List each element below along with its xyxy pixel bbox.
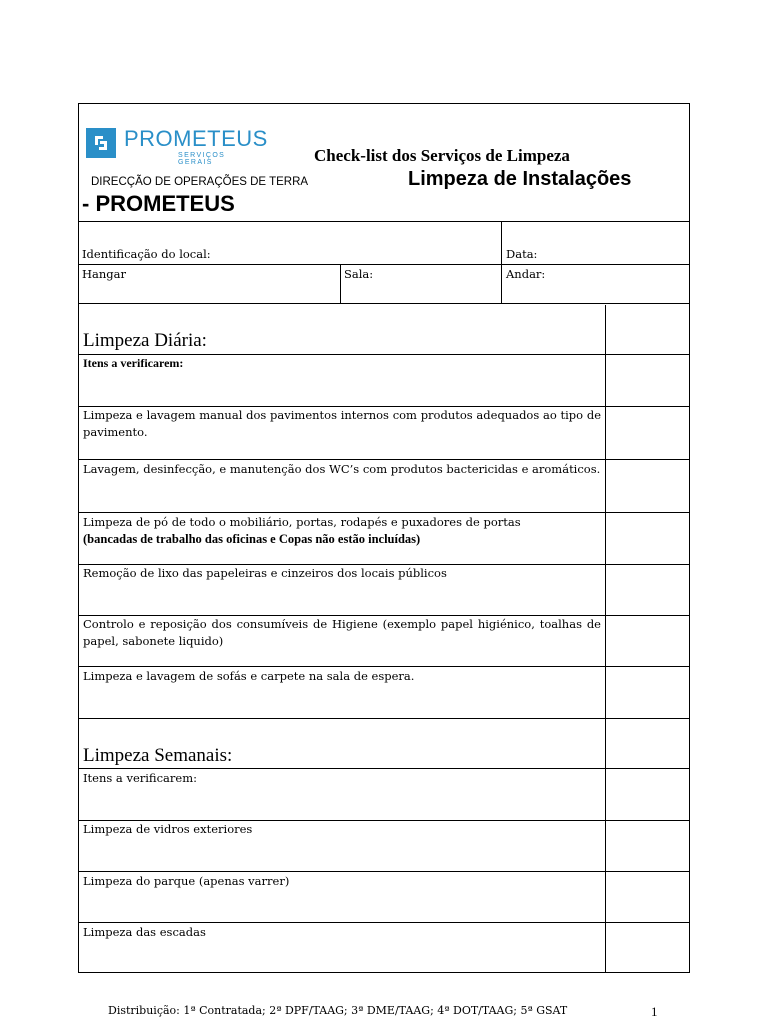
daily-heading: Limpeza Diária: xyxy=(83,330,207,351)
daily-item: Remoção de lixo das papeleiras e cinzeiros dos locais públicos xyxy=(83,566,447,580)
department-name: DIRECÇÃO DE OPERAÇÕES DE TERRA xyxy=(91,176,309,188)
document-subtitle: Limpeza de Instalações xyxy=(408,168,632,190)
logo-mark-icon xyxy=(86,128,116,158)
divider xyxy=(78,922,690,923)
floor-label: Andar: xyxy=(506,267,546,281)
daily-item: Lavagem, desinfecção, e manutenção dos WC’s com produtos bactericidas e aromáticos. xyxy=(83,462,601,476)
logo-subtitle: SERVIÇOS GERAIS xyxy=(178,152,226,166)
hangar-label: Hangar xyxy=(82,267,127,281)
daily-item: Controlo e reposição dos consumíveis de Higiene (exemplo papel higiénico, toalhas de papel, sabonete liquido) xyxy=(83,617,601,648)
logo-text: PROMETEUS xyxy=(124,126,268,151)
daily-items-label: Itens a verificarem: xyxy=(83,356,184,370)
daily-item: Limpeza e lavagem de sofás e carpete na sala de espera. xyxy=(83,669,415,683)
divider xyxy=(78,871,690,872)
divider xyxy=(501,221,502,303)
room-label: Sala: xyxy=(344,267,374,281)
weekly-items-label: Itens a verificarem: xyxy=(83,771,197,785)
divider xyxy=(78,666,690,667)
location-identification-label: Identificação do local: xyxy=(82,247,211,261)
divider xyxy=(78,221,690,222)
divider xyxy=(78,264,690,265)
divider xyxy=(78,768,690,769)
divider xyxy=(78,354,690,355)
divider xyxy=(340,264,341,303)
document-title: Check-list dos Serviços de Limpeza xyxy=(314,146,570,165)
divider xyxy=(78,718,690,719)
weekly-heading: Limpeza Semanais: xyxy=(83,745,233,766)
company-logo xyxy=(86,123,268,166)
divider xyxy=(78,459,690,460)
daily-item: Limpeza e lavagem manual dos pavimentos internos com produtos adequados ao tipo de pavimento. xyxy=(83,408,601,439)
date-label: Data: xyxy=(506,247,538,261)
weekly-item: Limpeza de vidros exteriores xyxy=(83,822,253,836)
distribution-note: Distribuição: 1ª Contratada; 2ª DPF/TAAG; 3ª DME/TAAG; 4ª DOT/TAAG; 5ª GSAT xyxy=(108,1004,568,1017)
daily-item-note: (bancadas de trabalho das oficinas e Copas não estão incluídas) xyxy=(83,532,421,546)
company-name: - PROMETEUS xyxy=(82,191,235,216)
weekly-item: Limpeza do parque (apenas varrer) xyxy=(83,874,290,888)
weekly-item: Limpeza das escadas xyxy=(83,925,206,939)
divider xyxy=(78,303,690,304)
divider xyxy=(78,512,690,513)
page-number: 1 xyxy=(651,1004,658,1019)
daily-item: Limpeza de pó de todo o mobiliário, portas, rodapés e puxadores de portas xyxy=(83,515,521,529)
